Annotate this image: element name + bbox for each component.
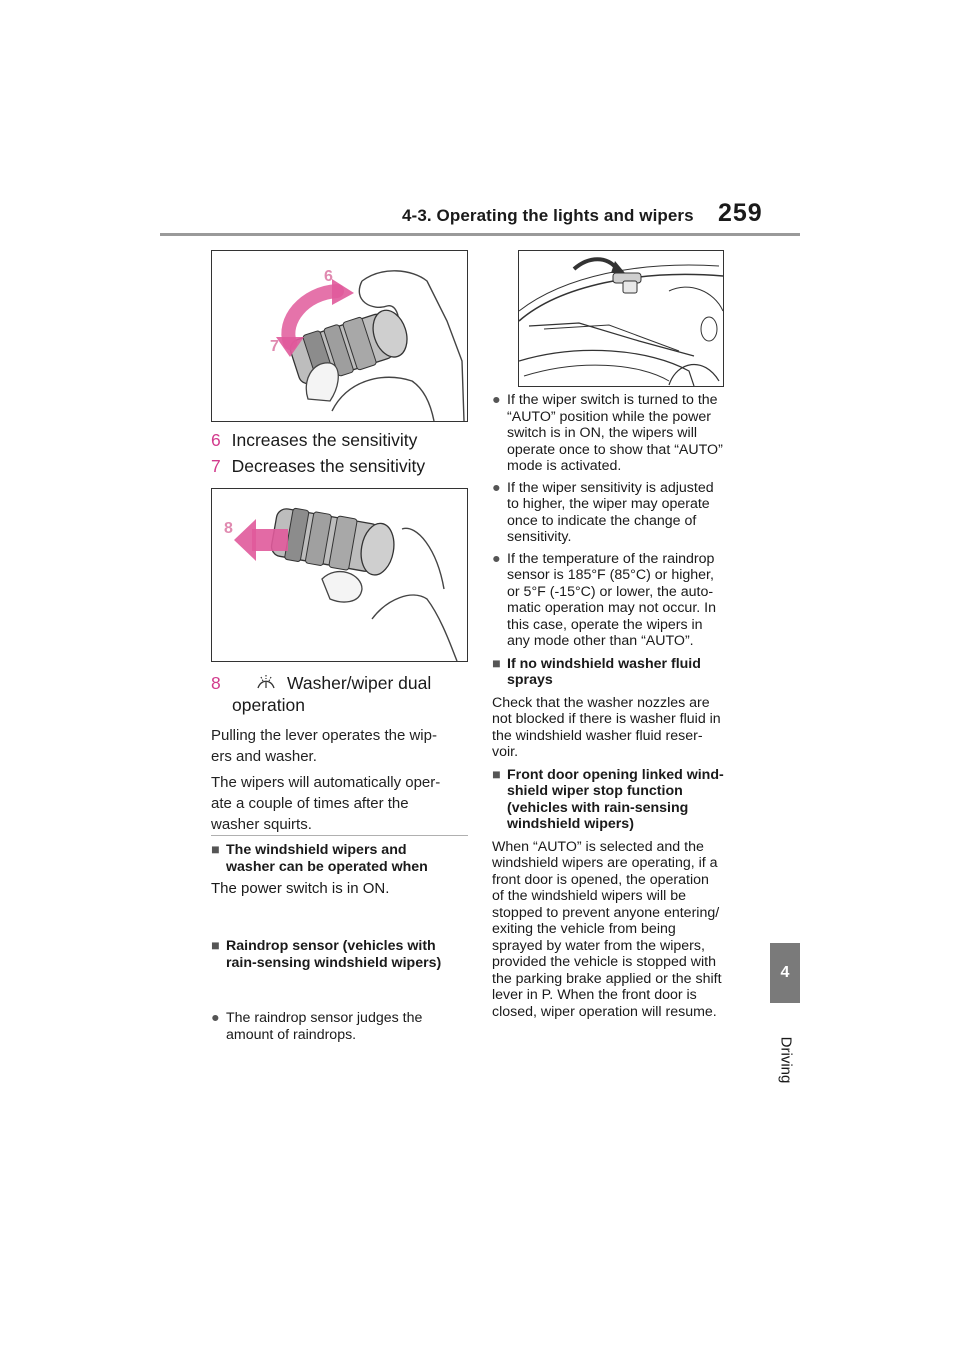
text-line: exiting the vehicle from being <box>492 921 676 937</box>
square-bullet-icon: ■ <box>211 938 220 954</box>
right-column <box>492 392 757 1020</box>
text-line: windshield wipers are operating, if a <box>492 855 718 871</box>
heading-line: The windshield wipers and <box>226 842 407 858</box>
heading-line: shield wiper stop function <box>507 783 683 799</box>
text-line: not blocked if there is washer fluid in <box>492 711 721 727</box>
bullet-auto-position <box>492 392 757 475</box>
washer-pull-illustration <box>212 489 467 661</box>
bullet-line: sensitivity. <box>507 529 572 545</box>
bullet-line: If the wiper sensitivity is adjusted <box>507 479 714 496</box>
bullet-line: to higher, the wiper may operate <box>507 496 710 512</box>
heading-line: sprays <box>507 672 553 688</box>
text-line: provided the vehicle is stopped with <box>492 954 716 970</box>
step-8-text-line2: operation <box>232 695 305 715</box>
step-8 <box>211 672 432 694</box>
text-line: of the windshield wipers will be <box>492 888 686 904</box>
heading-front-door-linked <box>492 767 757 833</box>
washer-line-5: washer squirts. <box>211 816 312 833</box>
step-7-text: Decreases the sensitivity <box>231 456 426 476</box>
washer-nozzle-text <box>492 695 757 761</box>
bullet-line: amount of raindrops. <box>226 1026 357 1043</box>
heading-line: Raindrop sensor (vehicles with <box>226 938 436 954</box>
figure-windshield-sensor <box>518 250 724 387</box>
bullet-line: The raindrop sensor judges the <box>226 1010 423 1026</box>
bullet-line: “AUTO” position while the power <box>507 408 711 425</box>
bullet-line: any mode other than “AUTO”. <box>507 633 694 649</box>
washer-line-4: ate a couple of times after the <box>211 795 409 812</box>
heading-line: washer can be operated when <box>226 858 428 875</box>
step-6-number: 6 <box>211 430 221 450</box>
heading-line: Front door opening linked wind- <box>507 766 724 783</box>
bullet-line: sensor is 185°F (85°C) or higher, <box>507 567 714 583</box>
heading-line: (vehicles with rain-sensing <box>507 799 689 816</box>
bullet-line: If the wiper switch is turned to the <box>507 392 718 408</box>
text-line: When “AUTO” is selected and the <box>492 838 704 855</box>
text-line: stopped to prevent anyone entering/ <box>492 904 720 921</box>
front-door-text <box>492 839 757 1021</box>
label-6: 6 <box>324 268 333 285</box>
heading-raindrop-sensor <box>211 938 486 971</box>
sensitivity-dial-illustration <box>212 251 467 421</box>
square-bullet-icon: ■ <box>492 655 501 672</box>
text-line: front door is opened, the operation <box>492 871 709 888</box>
heading-line: rain-sensing windshield wipers) <box>226 954 442 971</box>
heading-operated-when <box>211 842 486 875</box>
page-number: 259 <box>718 199 763 227</box>
bullet-line: operate once to show that “AUTO” <box>507 441 723 458</box>
bullet-raindrop-judges <box>211 1010 486 1043</box>
chapter-label <box>758 1015 814 1105</box>
round-bullet-icon: ● <box>492 550 501 567</box>
chapter-tab: 4 <box>770 943 800 1003</box>
figure-sensitivity-dial <box>211 250 468 422</box>
text-line: the parking brake applied or the shift <box>492 970 722 987</box>
section-divider <box>211 835 468 836</box>
washer-description <box>211 725 471 835</box>
figure-washer-pull <box>211 488 468 662</box>
bullet-line: this case, operate the wipers in <box>507 616 703 633</box>
washer-line-3: The wipers will automatically oper- <box>211 774 441 791</box>
bullet-line: If the temperature of the raindrop <box>507 550 715 567</box>
round-bullet-icon: ● <box>492 479 501 496</box>
round-bullet-icon: ● <box>211 1010 220 1026</box>
round-bullet-icon: ● <box>492 392 501 408</box>
step-8-number: 8 <box>211 673 221 693</box>
label-8: 8 <box>224 520 233 537</box>
step-7 <box>211 455 425 477</box>
step-6-text: Increases the sensitivity <box>231 430 418 450</box>
text-line: sprayed by water from the wipers, <box>492 937 705 954</box>
section-title: 4-3. Operating the lights and wipers <box>402 206 694 225</box>
header-rule <box>160 233 800 236</box>
square-bullet-icon: ■ <box>211 842 220 858</box>
heading-line: If no windshield washer fluid <box>507 655 701 672</box>
bullet-line: matic operation may not occur. In <box>507 600 716 616</box>
power-switch-text: The power switch is in ON. <box>211 880 390 897</box>
washer-icon <box>256 673 276 693</box>
bullet-sensitivity-adjusted <box>492 480 757 546</box>
windshield-sensor-illustration <box>519 251 723 386</box>
text-line: the windshield washer fluid reser- <box>492 727 703 744</box>
text-line: lever in P. When the front door is <box>492 987 697 1003</box>
text-line: voir. <box>492 744 519 760</box>
bullet-temperature <box>492 551 757 650</box>
bullet-line: or 5°F (-15°C) or lower, the auto- <box>507 583 714 600</box>
label-7: 7 <box>270 338 279 355</box>
washer-line-1: Pulling the lever operates the wip- <box>211 727 437 744</box>
step-6 <box>211 429 417 451</box>
step-8-text-line1: Washer/wiper dual <box>287 673 432 693</box>
bullet-line: switch is in ON, the wipers will <box>507 425 698 441</box>
bullet-line: once to indicate the change of <box>507 512 697 529</box>
square-bullet-icon: ■ <box>492 766 501 783</box>
heading-line: windshield wipers) <box>507 816 634 832</box>
washer-line-2: ers and washer. <box>211 748 317 765</box>
text-line: closed, wiper operation will resume. <box>492 1003 717 1020</box>
step-7-number: 7 <box>211 456 221 476</box>
text-line: Check that the washer nozzles are <box>492 694 710 711</box>
heading-no-washer-fluid <box>492 656 757 689</box>
chapter-label-text: Driving <box>777 1036 795 1084</box>
bullet-line: mode is activated. <box>507 458 622 474</box>
